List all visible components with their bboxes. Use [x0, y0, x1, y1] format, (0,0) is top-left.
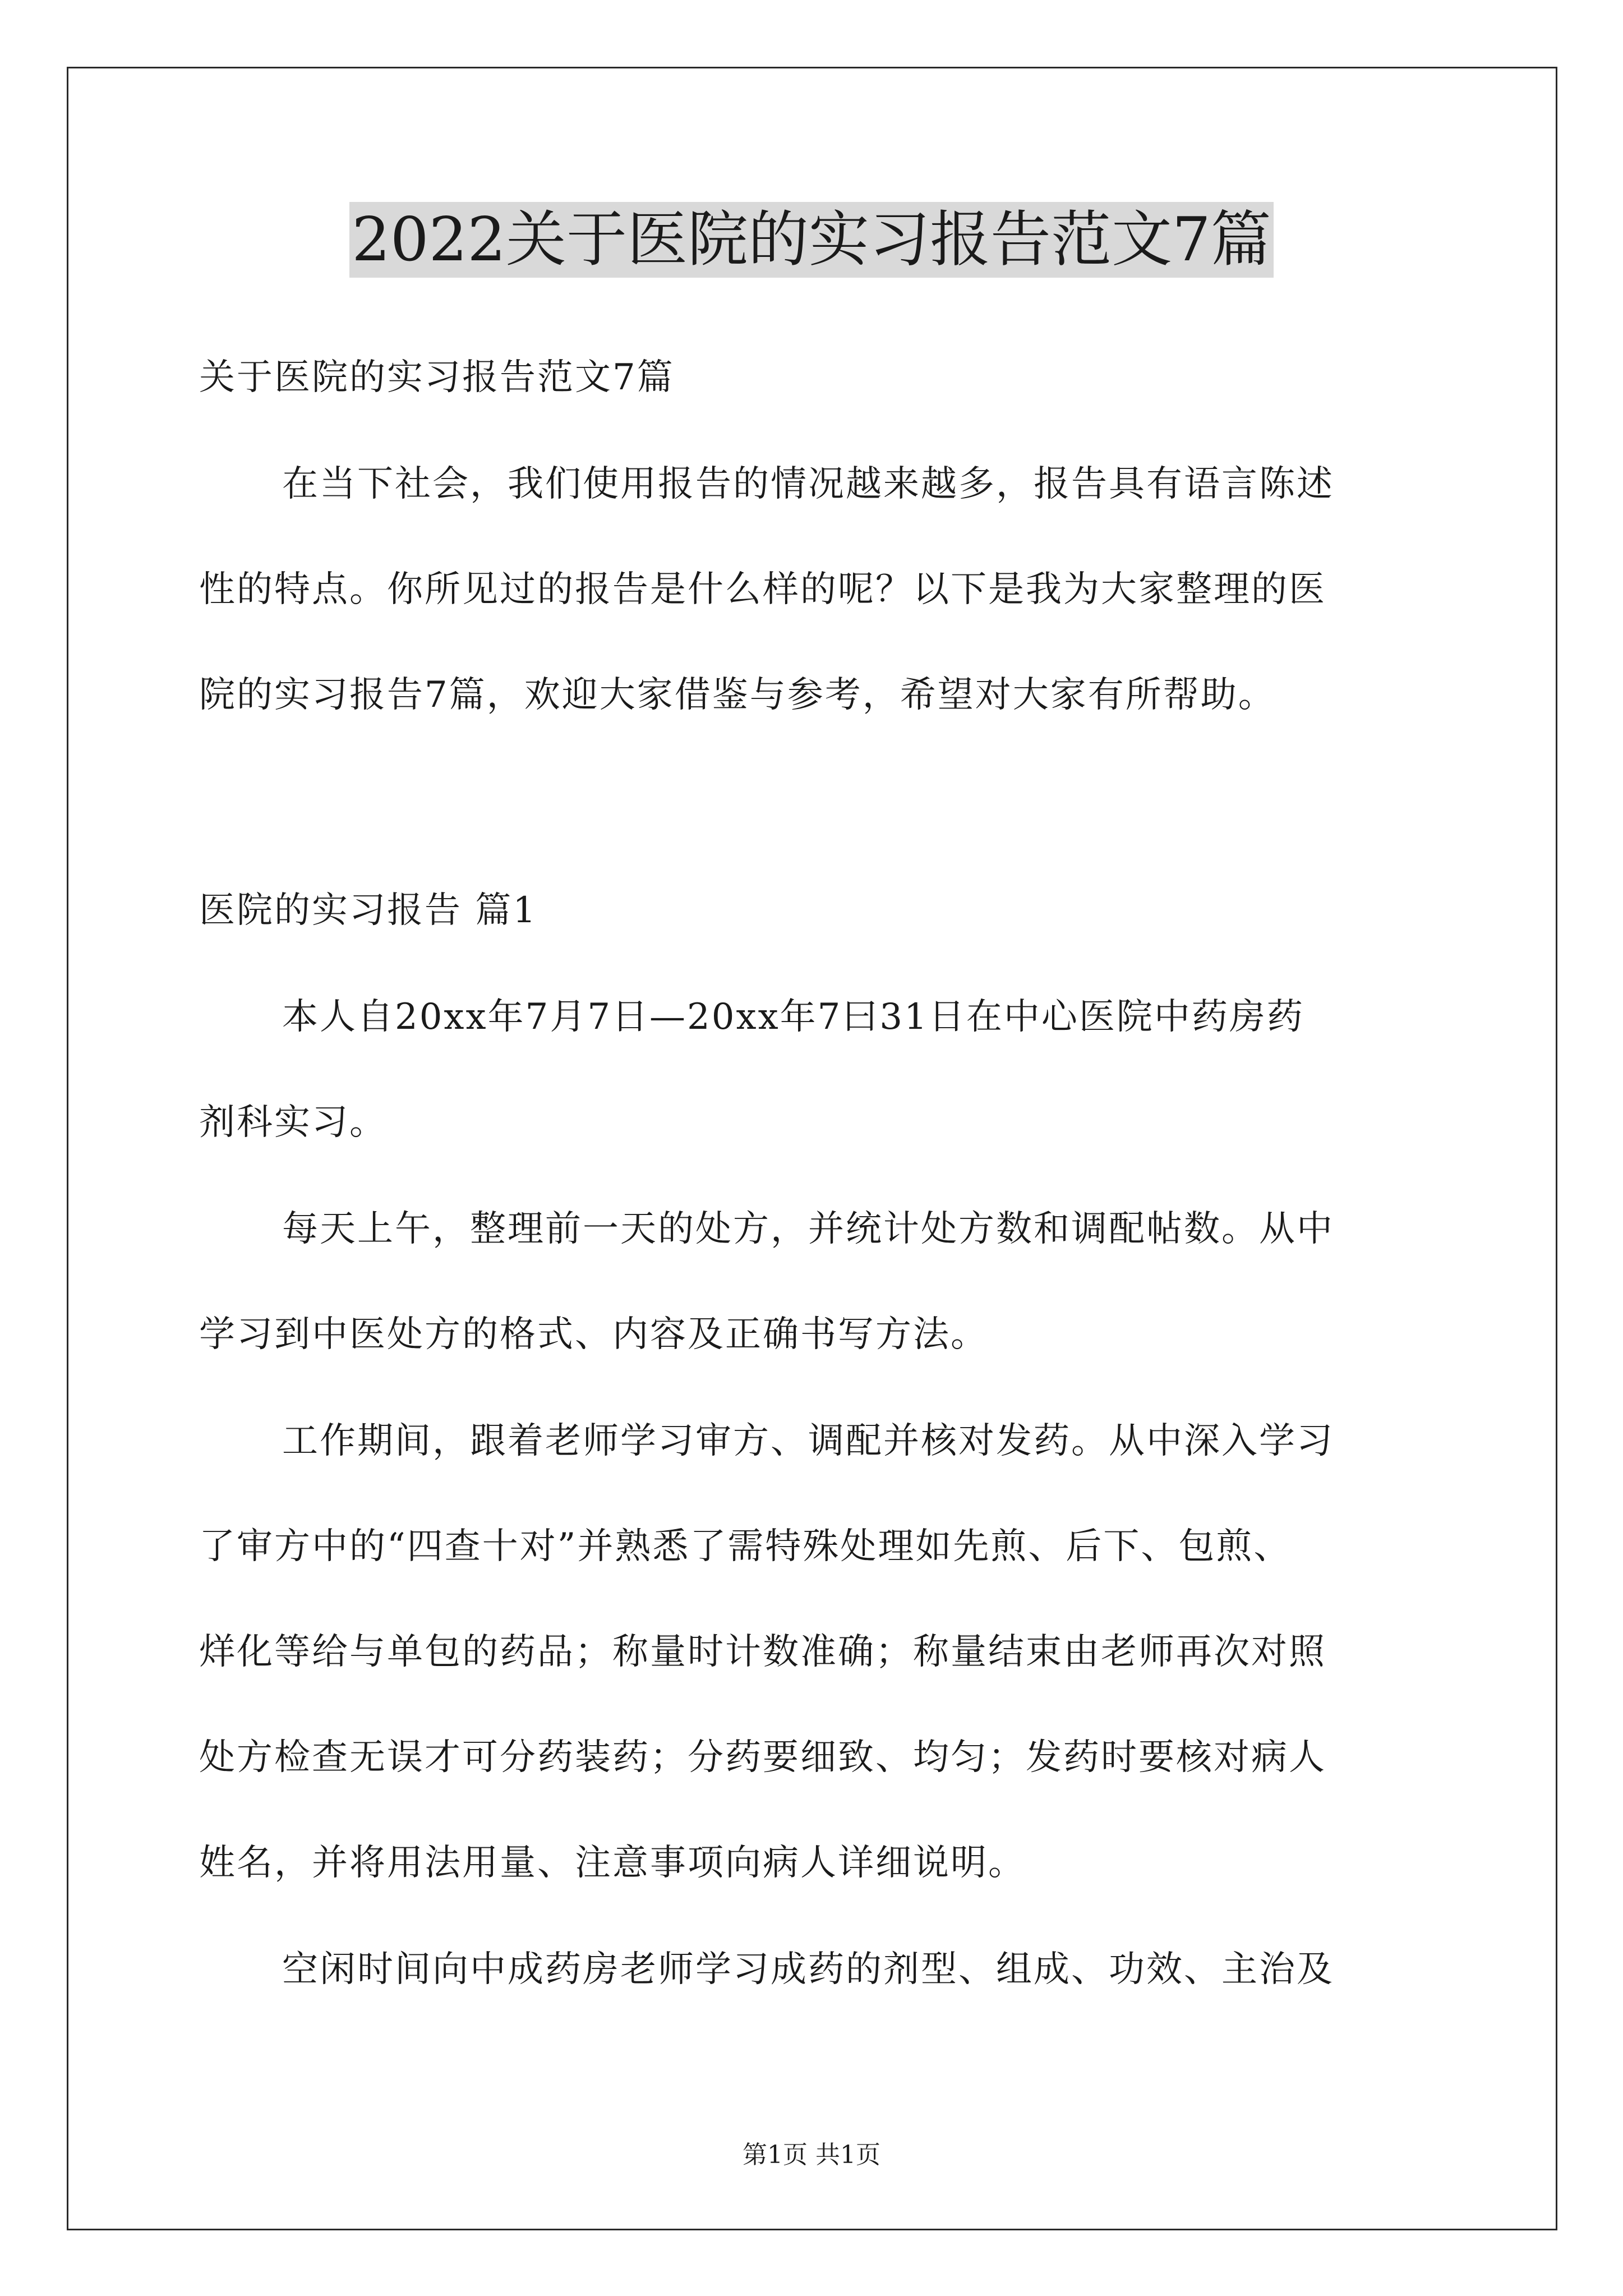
- intro-line-1: 在当下社会，我们使用报告的情况越来越多，报告具有语言陈述: [282, 463, 1334, 505]
- para1-line-2: 剂科实习。: [199, 1102, 387, 1143]
- page-footer: 第1页 共1页: [743, 2141, 880, 2169]
- intro-line-2: 性的特点。你所见过的报告是什么样的呢？以下是我为大家整理的医: [199, 569, 1326, 610]
- para2-line-1: 每天上午，整理前一天的处方，并统计处方数和调配帖数。从中: [282, 1208, 1334, 1250]
- para3-line-5: 姓名，并将用法用量、注意事项向病人详细说明。: [199, 1842, 1026, 1884]
- intro-line-3: 院的实习报告7篇，欢迎大家借鉴与参考，希望对大家有所帮助。: [199, 674, 1276, 716]
- title-wrap: [0, 202, 1623, 278]
- subtitle: 关于医院的实习报告范文7篇: [199, 357, 675, 398]
- para3-line-4: 处方检查无误才可分药装药；分药要细致、均匀；发药时要核对病人: [199, 1737, 1326, 1778]
- para3-line-3: 烊化等给与单包的药品；称量时计数准确；称量结束由老师再次对照: [199, 1631, 1326, 1673]
- para4-line-1: 空闲时间向中成药房老师学习成药的剂型、组成、功效、主治及: [282, 1949, 1334, 1990]
- section-heading: 医院的实习报告 篇1: [199, 890, 538, 931]
- para3-line-2: 了审方中的“四查十对”并熟悉了需特殊处理如先煎、后下、包煎、: [199, 1526, 1292, 1567]
- document-title: 2022关于医院的实习报告范文7篇: [349, 202, 1274, 278]
- para3-line-1: 工作期间，跟着老师学习审方、调配并核对发药。从中深入学习: [282, 1420, 1334, 1462]
- para1-line-1: 本人自20xx年7月7日—20xx年7曰31日在中心医院中药房药: [282, 996, 1304, 1038]
- para2-line-2: 学习到中医处方的格式、内容及正确书写方法。: [199, 1314, 988, 1355]
